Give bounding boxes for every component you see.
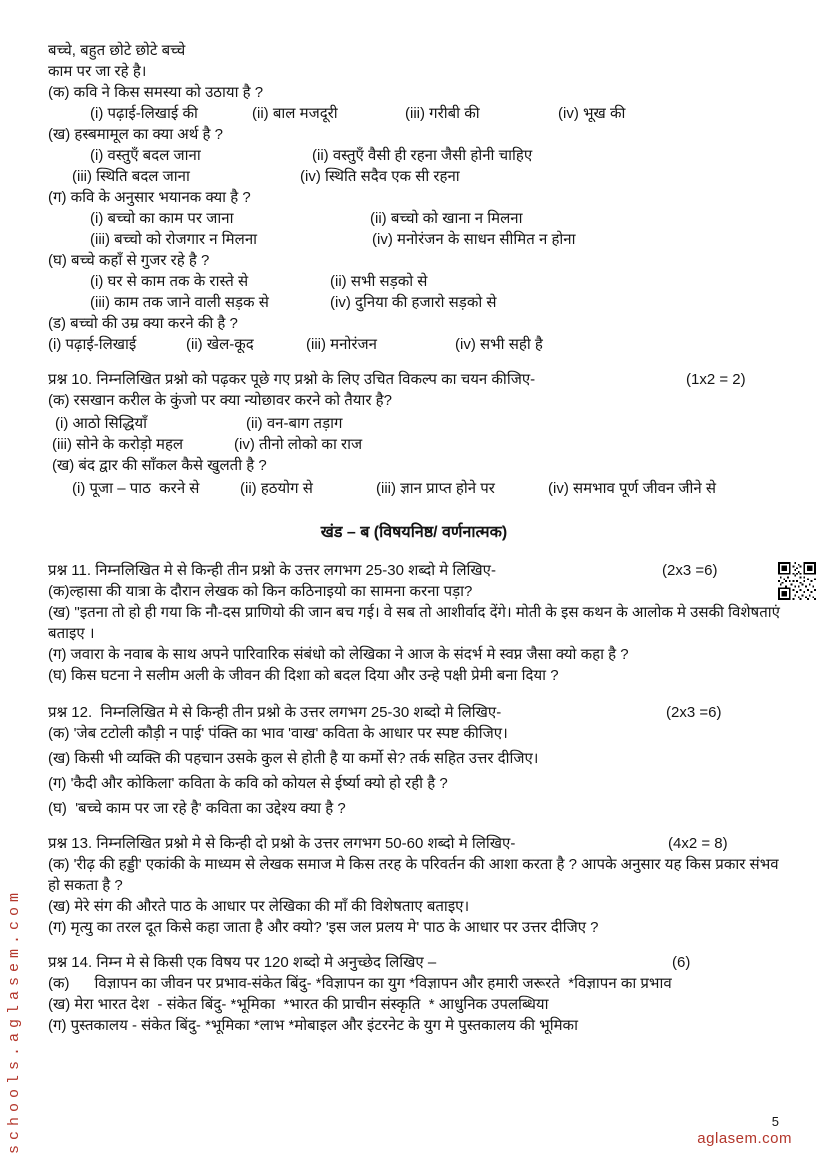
text-line: (घ) किस घटना ने सलीम अली के जीवन की दिशा को बदल दिया और उन्हे पक्षी प्रेमी बना दिया ? [48, 667, 559, 684]
text-segment: (ii) बच्चो को खाना न मिलना [370, 210, 523, 227]
text-line [0, 702, 828, 723]
text-line [0, 952, 828, 973]
text-line: (ड) बच्चो की उम्र क्या करने की है ? [48, 315, 238, 332]
text-line [0, 434, 828, 455]
text-segment: (2x3 =6) [666, 704, 722, 721]
text-segment: (iv) भूख की [558, 105, 626, 122]
text-line: (ख) किसी भी व्यक्ति की पहचान उसके कुल से होती है या कर्मो से? तर्क सहित उत्तर दीजिए। [48, 750, 539, 767]
text-segment: (1x2 = 2) [686, 371, 746, 388]
text-segment: (i) पूजा – पाठ करने से [72, 480, 200, 497]
text-line: (क) 'जेब टटोली कौड़ी न पाई' पंक्ति का भाव 'वाख' कविता के आधार पर स्पष्ट कीजिए। [48, 725, 508, 742]
text-line: (घ) बच्चे कहाँ से गुजर रहे है ? [48, 252, 210, 269]
text-segment: प्रश्न 10. निम्नलिखित प्रश्नो को पढ़कर पूछे गए प्रश्नो के लिए उचित विकल्प का चयन कीजिए- [48, 371, 536, 388]
text-line: खंड – ब (विषयनिष्ठ/ वर्णनात्मक) [320, 524, 508, 541]
document-body [0, 40, 828, 1036]
footer-brand: aglasem.com [697, 1130, 792, 1147]
text-line [0, 292, 828, 313]
text-line: (ग) पुस्तकालय - संकेत बिंदु- *भूमिका *लाभ *मोबाइल और इंटरनेट के युग मे पुस्तकालय की भूमिका [48, 1017, 578, 1034]
text-line [0, 208, 828, 229]
text-segment: (i) पढ़ाई-लिखाई [48, 336, 137, 353]
text-segment: (iv) सभी सही है [455, 336, 543, 353]
text-line: (क) रसखान करील के कुंजो पर क्या न्योछावर करने को तैयार है? [48, 392, 392, 409]
text-line: (ख) हस्बमामूल का क्या अर्थ है ? [48, 126, 223, 143]
text-line: (क)ल्हासा की यात्रा के दौरान लेखक को किन कठिनाइयो का सामना करना पड़ा? [48, 583, 473, 600]
text-segment: प्रश्न 14. निम्न मे से किसी एक विषय पर 120 शब्दो मे अनुच्छेद लिखिए – [48, 954, 437, 971]
text-line: (ग) मृत्यु का तरल दूत किसे कहा जाता है और क्यो? 'इस जल प्रलय मे' पाठ के आधार पर उत्तर दीजिए ? [48, 919, 599, 936]
text-segment: (i) वस्तुएँ बदल जाना [90, 147, 201, 164]
text-line [0, 369, 828, 390]
text-line: काम पर जा रहे है। [48, 63, 147, 80]
text-segment: (i) पढ़ाई-लिखाई की [90, 105, 198, 122]
text-line [0, 145, 828, 166]
text-segment: (iii) काम तक जाने वाली सड़क से [90, 294, 269, 311]
watermark-left: schools.aglasem.com [6, 887, 23, 1154]
text-segment: (ii) सभी सड़को से [330, 273, 428, 290]
text-line [0, 334, 828, 355]
text-segment: (iii) स्थिति बदल जाना [72, 168, 190, 185]
text-segment: (ii) हठयोग से [240, 480, 313, 497]
text-line [0, 166, 828, 187]
text-line: (ख) मेरा भारत देश - संकेत बिंदु- *भूमिका *भारत की प्राचीन संस्कृति * आधुनिक उपलब्धिया [48, 996, 549, 1013]
text-line: (ग) कवि के अनुसार भयानक क्या है ? [48, 189, 251, 206]
text-segment: प्रश्न 11. निम्नलिखित मे से किन्ही तीन प्रश्नो के उत्तर लगभग 25-30 शब्दो मे लिखिए- [48, 562, 496, 579]
text-segment: प्रश्न 13. निम्नलिखित प्रश्नो मे से किन्ही दो प्रश्नो के उत्तर लगभग 50-60 शब्दो मे लिखिए- [48, 835, 516, 852]
text-segment: (iv) मनोरंजन के साधन सीमित न होना [372, 231, 576, 248]
text-segment: (iv) तीनो लोको का राज [234, 436, 363, 453]
text-line: (ख) बंद द्वार की साँकल कैसे खुलती है ? [52, 457, 267, 474]
text-line: (ग) 'कैदी और कोकिला' कविता के कवि को कोयल से ईर्ष्या क्यो हो रही है ? [48, 775, 448, 792]
text-segment: (ii) वन-बाग तड़ाग [246, 415, 343, 432]
text-line: (ग) जवारा के नवाब के साथ अपने पारिवारिक संबंधो को लेखिका ने आज के संदर्भ मे स्वप्न जैसा क्यो कहा है ? [48, 646, 629, 663]
text-segment: (2x3 =6) [662, 562, 718, 579]
text-segment: (i) बच्चो का काम पर जाना [90, 210, 234, 227]
text-segment: (ii) बाल मजदूरी [252, 105, 338, 122]
page-number: 5 [771, 1114, 779, 1129]
text-line [0, 413, 828, 434]
text-line: (ख) मेरे संग की औरते पाठ के आधार पर लेखिका की माँ की विशेषताए बताइए। [48, 898, 470, 915]
text-line: बच्चे, बहुत छोटे छोटे बच्चे [48, 42, 186, 59]
text-segment: (ii) खेल-कूद [186, 336, 254, 353]
text-segment: (iii) गरीबी की [405, 105, 480, 122]
text-segment: (iii) सोने के करोड़ो महल [52, 436, 184, 453]
text-segment: (i) आठो सिद्धियाँ [55, 415, 148, 432]
text-segment: (iv) दुनिया की हजारो सड़को से [330, 294, 497, 311]
text-segment: (i) घर से काम तक के रास्ते से [90, 273, 249, 290]
text-line [0, 478, 828, 499]
text-segment: (6) [672, 954, 691, 971]
text-segment: प्रश्न 12. निम्नलिखित मे से किन्ही तीन प्रश्नो के उत्तर लगभग 25-30 शब्दो मे लिखिए- [48, 704, 502, 721]
text-line: (क) कवि ने किस समस्या को उठाया है ? [48, 84, 264, 101]
text-line [0, 271, 828, 292]
text-segment: (iv) स्थिति सदैव एक सी रहना [300, 168, 460, 185]
qr-code-icon [778, 562, 816, 600]
text-segment: (4x2 = 8) [668, 835, 728, 852]
text-line [0, 103, 828, 124]
text-segment: (ii) वस्तुएँ वैसी ही रहना जैसी होनी चाहिए [312, 147, 533, 164]
text-line: (क) विज्ञापन का जीवन पर प्रभाव-संकेत बिंदु- *विज्ञापन का युग *विज्ञापन और हमारी जरूरते *विज्ञापन का प्रभाव [48, 975, 672, 992]
text-line [0, 833, 828, 854]
text-segment: (iii) ज्ञान प्राप्त होने पर [376, 480, 495, 497]
text-line [0, 560, 828, 581]
text-line: (ख) "इतना तो हो ही गया कि नौ-दस प्राणियो की जान बच गई। वे सब तो आशीर्वाद देंगे। मोती के इस कथन के आलोक मे उसकी विशेषताएं बताइए । [48, 604, 785, 642]
text-segment: (iii) बच्चो को रोजगार न मिलना [90, 231, 258, 248]
text-line: (घ) 'बच्चे काम पर जा रहे है' कविता का उद्देश्य क्या है ? [48, 800, 346, 817]
text-segment: (iii) मनोरंजन [306, 336, 377, 353]
text-segment: (iv) समभाव पूर्ण जीवन जीने से [548, 480, 717, 497]
text-line [0, 229, 828, 250]
text-line: (क) 'रीढ़ की हड्डी' एकांकी के माध्यम से लेखक समाज मे किस तरह के परिवर्तन की आशा करता है ? आपके अनुसार यह किस प्रकार संभव हो सकता है ? [48, 856, 783, 894]
